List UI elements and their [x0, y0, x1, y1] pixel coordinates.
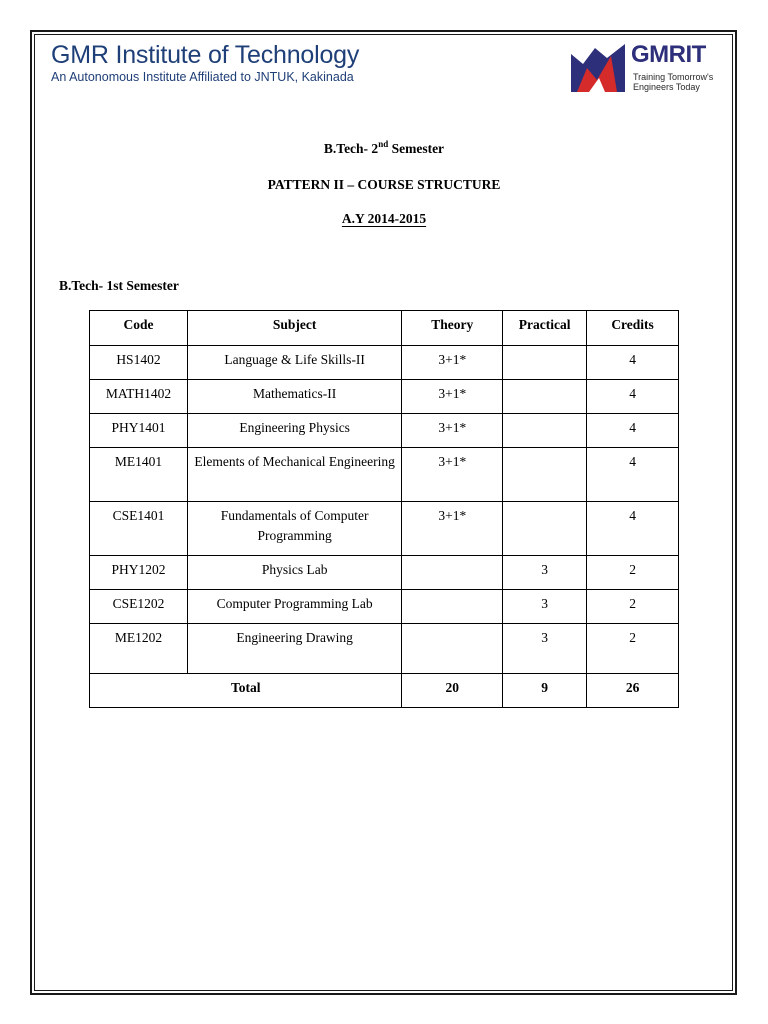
institute-name: GMR Institute of Technology: [51, 41, 360, 69]
table-row: [90, 624, 679, 674]
header-code: Code: [90, 311, 188, 346]
cell-code: ME1202: [90, 624, 188, 674]
gmrit-logo: [571, 41, 721, 94]
cell-theory: [402, 556, 503, 590]
cell-subject: Physics Lab: [187, 556, 401, 590]
cell-practical: [503, 414, 587, 448]
gmrit-logo-icon: [571, 44, 625, 92]
cell-theory: 3+1*: [402, 448, 503, 502]
cell-credits: 4: [587, 448, 679, 502]
cell-code: HS1402: [90, 346, 188, 380]
table-row: [90, 502, 679, 556]
cell-practical: [503, 448, 587, 502]
logo-text: GMRIT: [631, 41, 706, 68]
total-label: Total: [90, 674, 402, 708]
header-subject: Subject: [187, 311, 401, 346]
pattern-title: PATTERN II – COURSE STRUCTURE: [267, 177, 501, 192]
cell-practical: [503, 346, 587, 380]
logo-tagline-2: Engineers Today: [633, 82, 700, 92]
table-row: [90, 556, 679, 590]
cell-practical: [503, 380, 587, 414]
section-label: B.Tech- 1st Semester: [59, 278, 179, 293]
cell-credits: 2: [587, 624, 679, 674]
table-row: [90, 448, 679, 502]
table-row: [90, 590, 679, 624]
cell-subject: Fundamentals of Computer Programming: [187, 502, 401, 556]
cell-theory: 3+1*: [402, 346, 503, 380]
cell-code: PHY1401: [90, 414, 188, 448]
semester-title: [0, 141, 768, 157]
table-header-row: [90, 311, 679, 346]
total-theory: 20: [402, 674, 503, 708]
cell-credits: 4: [587, 380, 679, 414]
cell-practical: 3: [503, 590, 587, 624]
academic-year: A.Y 2014-2015: [341, 211, 427, 226]
table-row: [90, 380, 679, 414]
semester-title-sup: nd: [378, 139, 389, 149]
cell-credits: 2: [587, 590, 679, 624]
cell-theory: 3+1*: [402, 380, 503, 414]
cell-practical: 3: [503, 624, 587, 674]
cell-code: CSE1202: [90, 590, 188, 624]
table-row: [90, 346, 679, 380]
cell-subject: Language & Life Skills-II: [187, 346, 401, 380]
semester-title-prefix: B.Tech- 2: [323, 141, 379, 156]
institute-subtitle: An Autonomous Institute Affiliated to JNTUK, Kakinada: [51, 70, 354, 84]
cell-code: MATH1402: [90, 380, 188, 414]
semester-title-suffix: Semester: [388, 141, 445, 156]
cell-practical: [503, 502, 587, 556]
cell-credits: 2: [587, 556, 679, 590]
cell-theory: [402, 590, 503, 624]
table-total-row: [90, 674, 679, 708]
cell-credits: 4: [587, 346, 679, 380]
table-row: [90, 414, 679, 448]
cell-theory: 3+1*: [402, 502, 503, 556]
cell-theory: [402, 624, 503, 674]
cell-credits: 4: [587, 414, 679, 448]
cell-code: PHY1202: [90, 556, 188, 590]
cell-subject: Elements of Mechanical Engineering: [187, 448, 401, 502]
logo-tagline-1: Training Tomorrow's: [633, 72, 714, 82]
header-credits: Credits: [587, 311, 679, 346]
cell-code: ME1401: [90, 448, 188, 502]
header-practical: Practical: [503, 311, 587, 346]
academic-year-title: [0, 211, 768, 227]
cell-code: CSE1401: [90, 502, 188, 556]
total-credits: 26: [587, 674, 679, 708]
total-practical: 9: [503, 674, 587, 708]
cell-subject: Computer Programming Lab: [187, 590, 401, 624]
cell-theory: 3+1*: [402, 414, 503, 448]
cell-credits: 4: [587, 502, 679, 556]
cell-subject: Engineering Drawing: [187, 624, 401, 674]
cell-subject: Engineering Physics: [187, 414, 401, 448]
cell-subject: Mathematics-II: [187, 380, 401, 414]
cell-practical: 3: [503, 556, 587, 590]
course-structure-table: [89, 310, 679, 708]
institute-header: [51, 40, 359, 84]
header-theory: Theory: [402, 311, 503, 346]
